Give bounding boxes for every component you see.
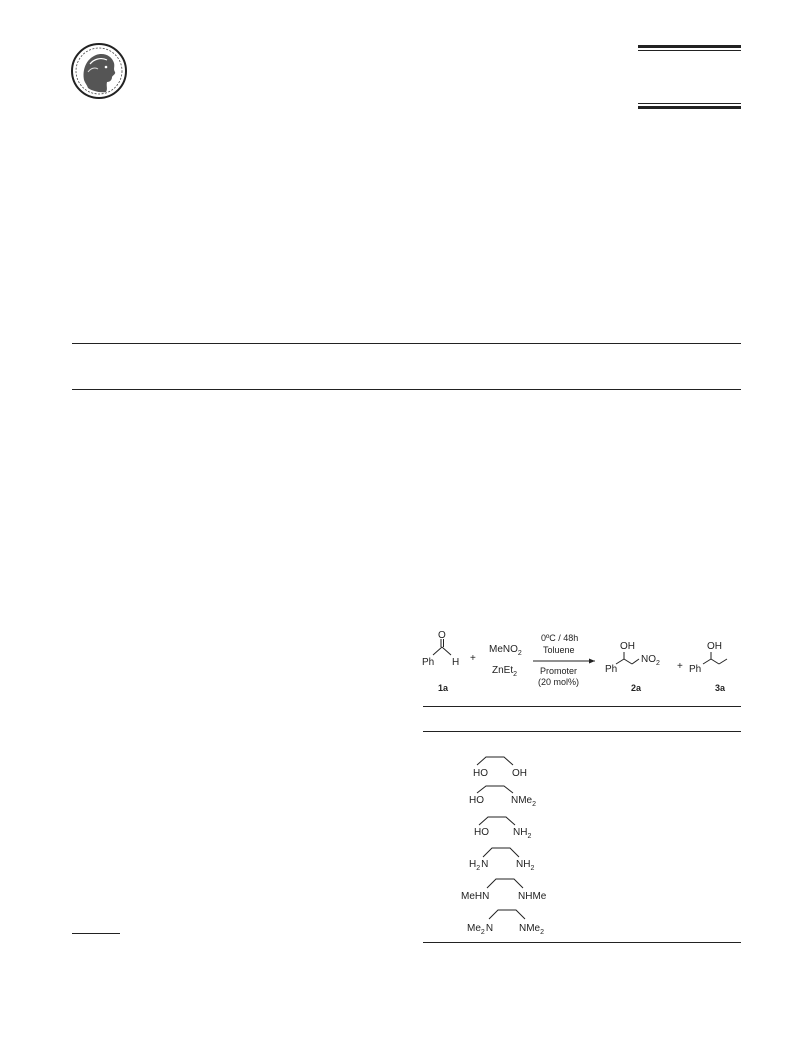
bond <box>719 659 727 664</box>
promoter-left: HO <box>474 827 489 838</box>
header-rule-bottom-thick <box>638 106 741 109</box>
promoter-row <box>474 817 531 840</box>
bond <box>711 659 719 664</box>
header-rule-top-thin <box>638 50 741 51</box>
compound-label-2a: 2a <box>631 683 642 693</box>
aldehyde-ph: Ph <box>422 657 435 668</box>
journal-logo <box>70 42 128 100</box>
abstract-rule-top <box>72 343 741 344</box>
reaction-scheme <box>415 628 745 698</box>
promoter-right: NHMe <box>518 891 547 902</box>
compound-label-1a: 1a <box>438 683 449 693</box>
diethylzinc: ZnEt$_2$ <box>492 665 518 678</box>
product-2a-ph: Ph <box>605 664 618 675</box>
condition-temp-time: 0ºC / 48h <box>541 633 579 643</box>
backbone <box>477 786 513 793</box>
abstract-rule-bottom <box>72 389 741 390</box>
bond <box>703 659 711 664</box>
plus-sign-2: + <box>677 661 683 672</box>
promoter-row <box>467 910 544 936</box>
bond <box>442 647 451 655</box>
table-rule-top <box>423 706 741 707</box>
promoter-right: NMe$_2$ <box>519 923 545 936</box>
bond <box>624 659 632 664</box>
bond <box>433 647 442 655</box>
footnote-separator <box>72 933 120 934</box>
header-rule-bottom-thin <box>638 103 741 104</box>
promoter-row <box>469 786 536 808</box>
condition-promoter: Promoter <box>540 666 578 676</box>
bond <box>632 659 639 664</box>
product-3a-oh: OH <box>707 641 722 652</box>
nitromethane: MeNO$_2$ <box>489 644 522 657</box>
backbone <box>487 879 523 888</box>
product-2a-oh: OH <box>620 641 635 652</box>
promoter-left: $Me_2N$ <box>467 923 494 936</box>
promoter-structures <box>455 755 565 940</box>
promoter-left: HO <box>469 795 484 806</box>
product-3a-ph: Ph <box>689 664 702 675</box>
compound-label-3a: 3a <box>715 683 726 693</box>
product-2a-no2: $NO_2$ <box>641 654 660 667</box>
backbone <box>489 910 525 919</box>
promoter-right: $NH_2$ <box>513 827 532 840</box>
header-rule-top-thick <box>638 45 741 48</box>
table-rule-header <box>423 731 741 732</box>
condition-loading: (20 mol%) <box>538 677 580 687</box>
promoter-right: NMe$_2$ <box>511 795 537 808</box>
table-rule-bottom <box>423 942 741 943</box>
promoter-row <box>461 879 547 902</box>
backbone <box>483 848 519 857</box>
plus-sign: + <box>470 653 476 664</box>
promoter-left: MeHN <box>461 891 490 902</box>
promoter-right: $NH_2$ <box>516 859 535 872</box>
promoter-row <box>469 848 534 872</box>
condition-solvent: Toluene <box>543 645 575 655</box>
reaction-arrow-head <box>589 659 595 664</box>
promoter-right: OH <box>512 768 527 779</box>
promoter-row <box>473 757 527 779</box>
backbone <box>479 817 515 825</box>
aldehyde-h: H <box>452 657 460 668</box>
carbonyl-oxygen: O <box>438 630 446 641</box>
promoter-left: HO <box>473 768 488 779</box>
promoter-left: $H_2N$ <box>469 859 489 872</box>
backbone <box>477 757 513 765</box>
